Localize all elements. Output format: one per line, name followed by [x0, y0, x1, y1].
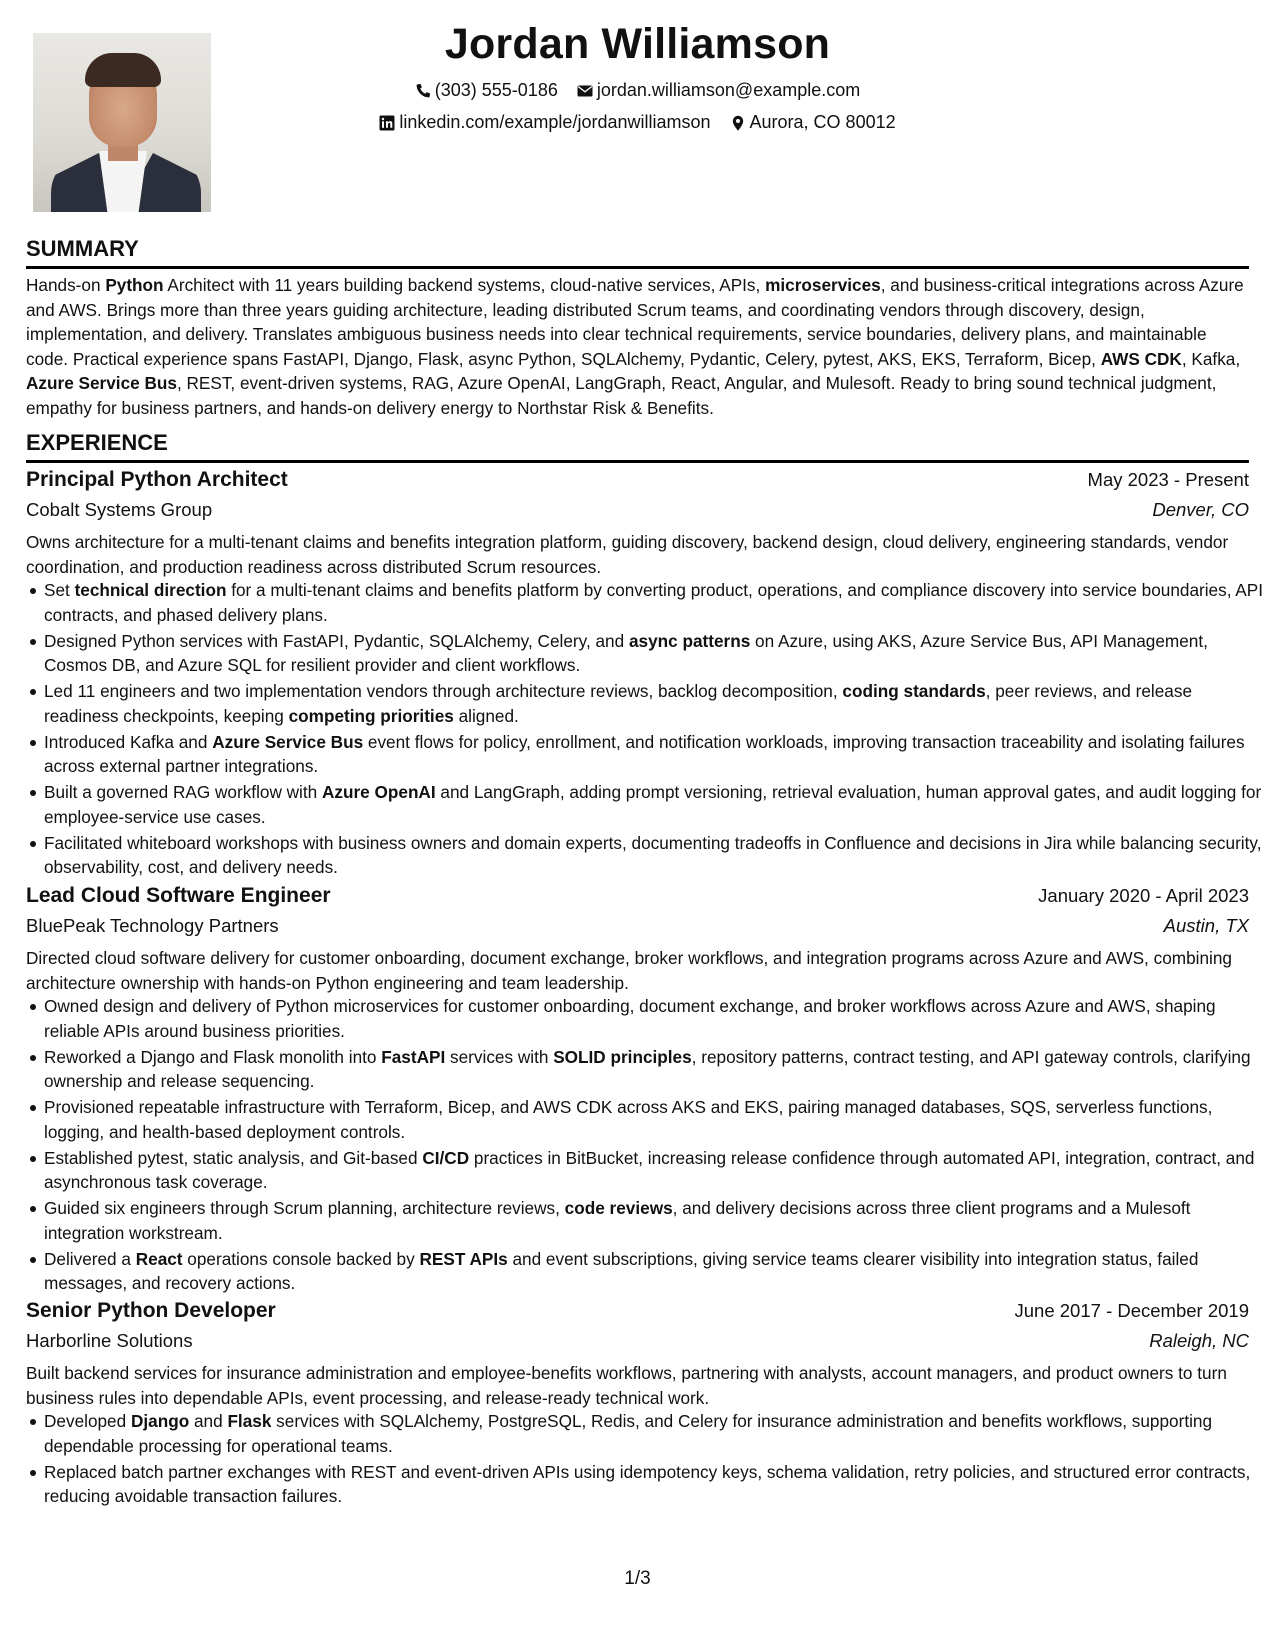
envelope-icon	[577, 83, 593, 99]
list-item: Delivered a React operations console backed by REST APIs and event subscriptions, giving service teams clearer visibility into integration status, failed messages, and recovery actions.	[44, 1247, 1267, 1296]
linkedin-contact[interactable]	[379, 112, 710, 133]
job-location: Raleigh, NC	[1149, 1330, 1249, 1351]
location-text: Aurora, CO 80012	[749, 112, 896, 132]
list-item: Built a governed RAG workflow with Azure OpenAI and LangGraph, adding prompt versioning, retrieval evaluation, human approval gates, and audit logging for employee-service use cases.	[44, 780, 1267, 829]
job-dates: January 2020 - April 2023	[1038, 885, 1249, 906]
job-location: Denver, CO	[1152, 499, 1249, 520]
job-company: BluePeak Technology Partners	[26, 915, 279, 936]
list-item: Facilitated whiteboard workshops with business owners and domain experts, documenting tradeoffs in Confluence and decisions in Jira while balancing security, observability, cost, and delivery needs.	[44, 831, 1267, 880]
contact-row-2	[26, 112, 1249, 136]
job-dates: June 2017 - December 2019	[1014, 1300, 1249, 1321]
job-intro: Owns architecture for a multi-tenant claims and benefits integration platform, guiding discovery, backend design, cloud delivery, engineering standards, vendor coordination, and production readiness across distributed Scrum resources.	[26, 532, 1229, 577]
list-item: Introduced Kafka and Azure Service Bus event flows for policy, enrollment, and notification workloads, improving transaction traceability and isolating failures across external partner integrations.	[44, 730, 1267, 779]
list-item: Owned design and delivery of Python microservices for customer onboarding, document exchange, and broker workflows across Azure and AWS, shaping reliable APIs around business priorities.	[44, 994, 1267, 1043]
list-item: Led 11 engineers and two implementation vendors through architecture reviews, backlog decomposition, coding standards, peer reviews, and release readiness checkpoints, keeping competing priorities aligned.	[44, 679, 1267, 728]
phone-contact[interactable]	[415, 80, 558, 101]
summary-heading: SUMMARY	[26, 236, 1249, 269]
job-title: Lead Cloud Software Engineer	[26, 884, 331, 907]
list-item: Established pytest, static analysis, and Git-based CI/CD practices in BitBucket, increasing release confidence through automated API, integration, contract, and asynchronous task coverage.	[44, 1146, 1267, 1195]
job-bullets	[26, 578, 1267, 881]
email-address: jordan.williamson@example.com	[596, 80, 861, 100]
summary-text: Hands-on Python Architect with 11 years building backend systems, cloud-native services, APIs, microservices, and business-critical integrations across Azure and AWS. Brings more than three years guiding architecture, leading distributed Scrum teams, and coordinating vendors through discovery, design, implementation, and delivery. Translates ambiguous business needs into clear technical requirements, service boundaries, delivery plans, and maintainable code. Practical experience spans FastAPI, Django, Flask, async Python, SQLAlchemy, Pydantic, Celery, pytest, AKS, EKS, Terraform, Bicep, AWS CDK, Kafka, Azure Service Bus, REST, event-driven systems, RAG, Azure OpenAI, LangGraph, React, Angular, and Mulesoft. Ready to bring sound technical judgment, empathy for business partners, and hands-on delivery energy to Northstar Risk & Benefits.	[26, 275, 1244, 418]
experience-heading: EXPERIENCE	[26, 430, 1249, 463]
phone-number: (303) 555-0186	[434, 80, 558, 100]
page-number: 1/3	[624, 1568, 651, 1589]
job-bullets	[26, 994, 1267, 1297]
job-dates: May 2023 - Present	[1087, 469, 1249, 490]
job-intro: Built backend services for insurance administration and employee-benefits workflows, partnering with analysts, account managers, and product owners to turn business rules into dependable APIs, event processing, and release-ready technical work.	[26, 1363, 1227, 1408]
list-item: Developed Django and Flask services with SQLAlchemy, PostgreSQL, Redis, and Celery for insurance administration and benefits workflows, supporting dependable processing for operational teams.	[44, 1409, 1267, 1458]
job-company: Harborline Solutions	[26, 1330, 193, 1351]
list-item: Designed Python services with FastAPI, Pydantic, SQLAlchemy, Celery, and async patterns on Azure, using AKS, Azure Service Bus, API Management, Cosmos DB, and Azure SQL for resilient provider and client workflows.	[44, 629, 1267, 678]
location-contact	[730, 112, 896, 133]
job-title: Senior Python Developer	[26, 1299, 276, 1322]
job-company: Cobalt Systems Group	[26, 499, 213, 520]
job-title: Principal Python Architect	[26, 468, 288, 491]
linkedin-url: linkedin.com/example/jordanwilliamson	[399, 112, 711, 132]
contact-row-1	[26, 80, 1249, 104]
map-pin-icon	[730, 115, 746, 131]
job-intro: Directed cloud software delivery for customer onboarding, document exchange, broker workflows, and integration programs across Azure and AWS, combining architecture ownership with hands-on Python engineering and team leadership.	[26, 948, 1232, 993]
list-item: Provisioned repeatable infrastructure with Terraform, Bicep, and AWS CDK across AKS and EKS, pairing managed databases, SQS, serverless functions, logging, and health-based deployment controls.	[44, 1095, 1267, 1144]
job-bullets	[26, 1409, 1267, 1510]
job-location: Austin, TX	[1163, 915, 1249, 936]
linkedin-icon	[379, 115, 395, 131]
list-item: Replaced batch partner exchanges with REST and event-driven APIs using idempotency keys, schema validation, retry policies, and structured error contracts, reducing avoidable transaction failures.	[44, 1460, 1267, 1509]
email-contact[interactable]	[577, 80, 860, 101]
candidate-name: Jordan Williamson	[444, 20, 831, 68]
phone-icon	[415, 83, 431, 99]
resume-page	[26, 0, 1263, 1650]
list-item: Set technical direction for a multi-tenant claims and benefits platform by converting product, operations, and compliance discovery into service boundaries, API contracts, and phased delivery plans.	[44, 578, 1267, 627]
list-item: Guided six engineers through Scrum planning, architecture reviews, code reviews, and delivery decisions across three client programs and a Mulesoft integration workstream.	[44, 1196, 1267, 1245]
list-item: Reworked a Django and Flask monolith into FastAPI services with SOLID principles, repository patterns, contract testing, and API gateway controls, clarifying ownership and release sequencing.	[44, 1045, 1267, 1094]
